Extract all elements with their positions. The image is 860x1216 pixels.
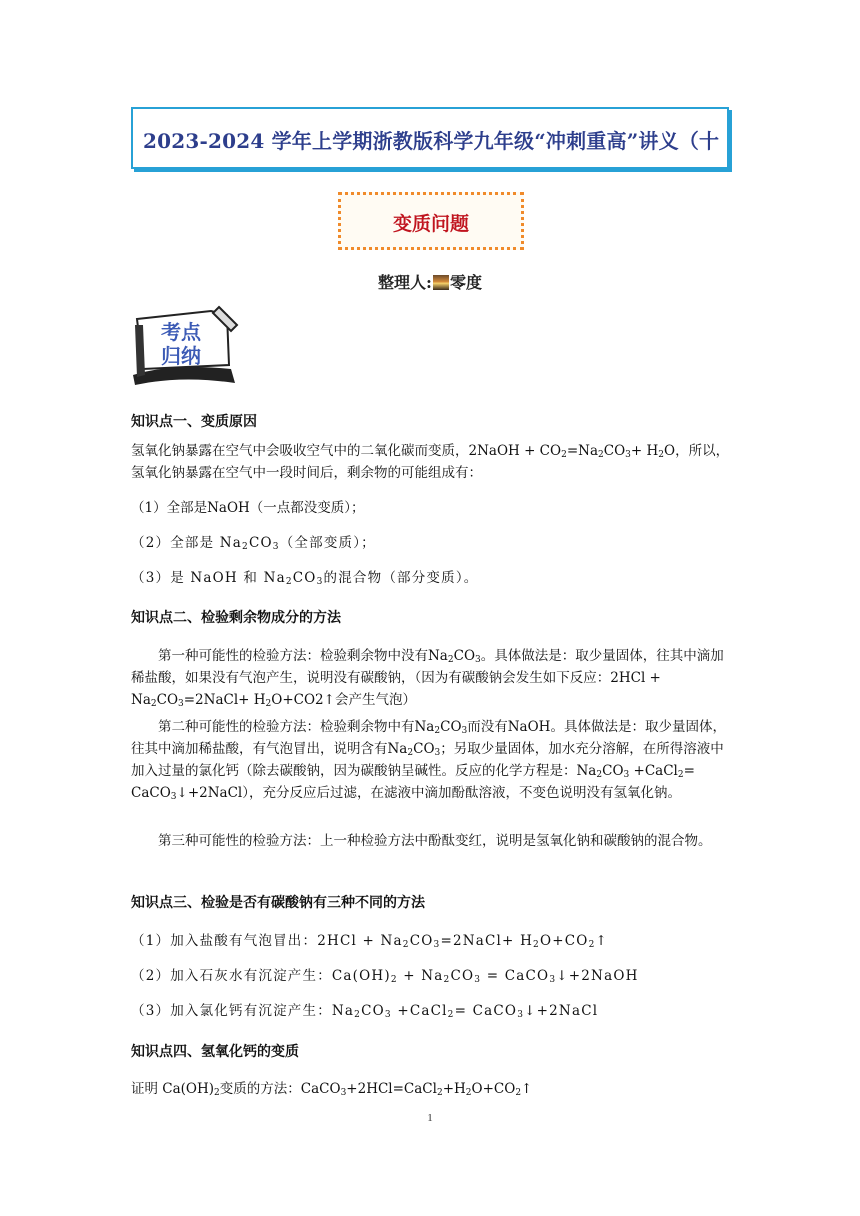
- section-1-item-3: （3）是 NaOH 和 $Na_2CO_3$的混合物（部分变质）。: [131, 570, 479, 587]
- document-title: 2023-2024 学年上学期浙教版科学九年级“冲刺重高”讲义（十: [143, 129, 720, 153]
- topic-box: [338, 192, 524, 250]
- section-2-paragraph-3: 第三种可能性的检验方法：上一种检验方法中酚酞变红，说明是氢氧化钠和碳酸钠的混合物。: [158, 833, 712, 849]
- section-4-line: 证明 $Ca(OH)_2$变质的方法：$CaCO_3+2HCl=CaCl_2+H_2O+CO_2↑$: [131, 1081, 533, 1098]
- section-1-item-2: （2）全部是 $Na_2CO_3$（全部变质）；: [131, 535, 376, 552]
- section-heading-3: 知识点三、检验是否有碳酸钠有三种不同的方法: [131, 895, 425, 911]
- badge-line1: 考点: [161, 320, 201, 344]
- badge-line2: 归纳: [161, 344, 201, 368]
- key-points-badge: [131, 305, 243, 387]
- author-label: 整理人:: [378, 273, 432, 292]
- author-line: [0, 270, 860, 293]
- section-heading-2: 知识点二、检验剩余物成分的方法: [131, 610, 341, 626]
- section-heading-1: 知识点一、变质原因: [131, 414, 257, 430]
- author-name: 零度: [449, 273, 482, 292]
- section-2-paragraph-2: 第二种可能性的检验方法：检验剩余物中有$Na_2CO_3$而没有NaOH。具体做法是：取少量固体，往其中滴加稀盐酸，有气泡冒出，说明含有$Na_2CO_3$；另取少量固体，加水充分溶解，在所得溶液中加入过量的氯化钙（除去碳酸钠，因为碳酸钠呈碱性。反应的化学方程是：$Na_2CO_3$ +CaCl$_2$= CaCO$_3$↓+2NaCl），充分反应后过滤，在滤液中滴加酚酞溶液，不变色说明没有氢氧化钠。: [131, 719, 726, 802]
- section-1-intro: 氢氧化钠暴露在空气中会吸收空气中的二氧化碳而变质，2NaOH + $CO_2=Na_2CO_3+ H_2O$，所以，氢氧化钠暴露在空气中一段时间后，剩余物的可能组成有：: [131, 443, 730, 481]
- section-3-item-2: （2）加入石灰水有沉淀产生：$Ca(OH)_2 + Na_2CO_3$ = CaCO$_3$↓+2NaOH: [131, 968, 639, 985]
- section-2-paragraph-1: 第一种可能性的检验方法：检验剩余物中没有$Na_2CO_3$。具体做法是：取少量固体，往其中滴加稀盐酸，如果没有气泡产生，说明没有碳酸钠，（因为有碳酸钠会发生如下反应：$2HCl + Na_2CO_3=2NaCl+$ $H_2O+CO2↑$会产生气泡）: [131, 648, 724, 709]
- sunset-icon: [433, 275, 449, 290]
- section-heading-4: 知识点四、氢氧化钙的变质: [131, 1044, 299, 1060]
- page-number: 1: [427, 1112, 433, 1124]
- section-1-item-1: （1）全部是NaOH（一点都没变质）；: [131, 500, 365, 516]
- title-box: [131, 107, 729, 169]
- section-3-item-3: （3）加入氯化钙有沉淀产生：$Na_2CO_3$ +CaCl$_2$= CaCO$_3$↓+2NaCl: [131, 1003, 599, 1020]
- section-3-item-1: （1）加入盐酸有气泡冒出：$2HCl + Na_2CO_3=2NaCl+$ $H_2O+CO_2↑$: [131, 933, 609, 950]
- topic-title: 变质问题: [392, 213, 469, 235]
